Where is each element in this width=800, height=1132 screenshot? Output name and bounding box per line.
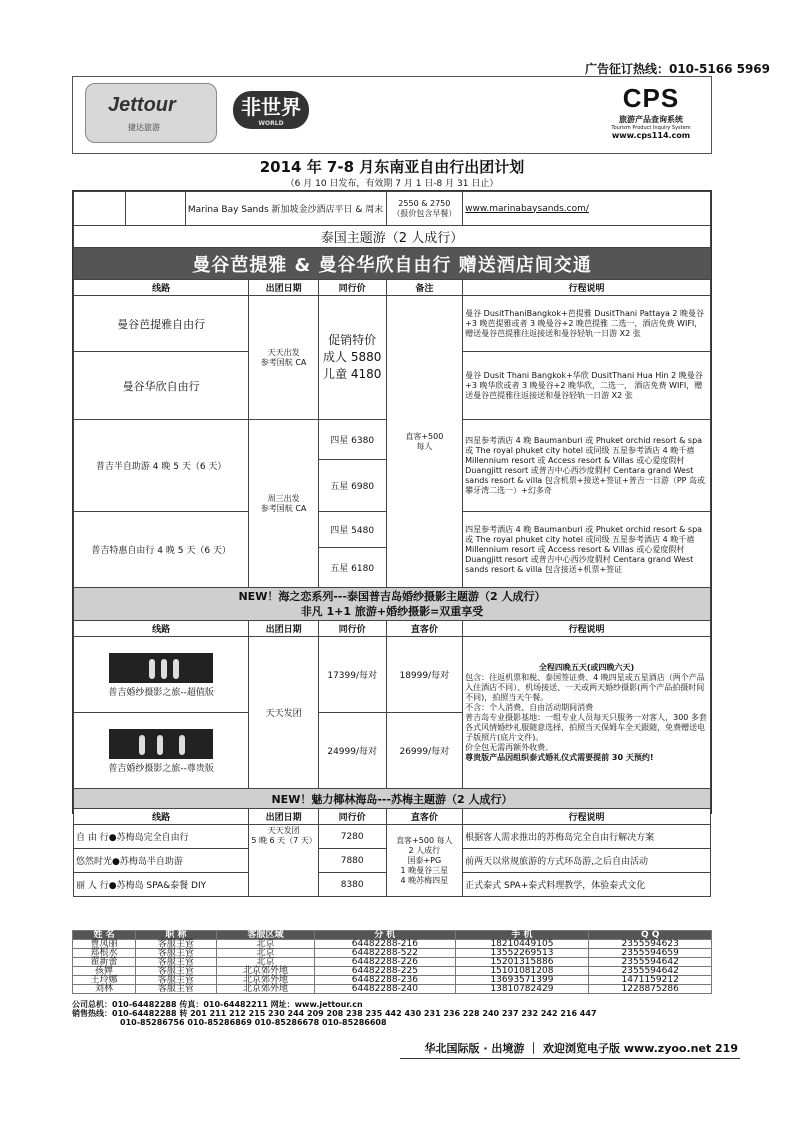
table-cell: 北京 [216,958,314,967]
table-cell: 五星 6180 [318,548,386,588]
cps-logo: CPS 旅游产品查询系统 Tourism Product Inquiry System www.cps114.com [611,83,691,140]
table-cell: 丽 人 行●苏梅岛 SPA&泰餐 DIY [74,873,249,897]
table-cell: 15201315886 [455,958,589,967]
table-cell: 天天发团 [249,637,319,789]
table-cell: 分 机 [315,931,455,940]
table-cell: 26999/每对 [386,713,463,789]
table-cell: NEW！海之恋系列---泰国普吉岛婚纱摄影主题游（2 人成行） 非凡 1+1 旅游+婚纱摄影=双重享受 [74,588,711,621]
thai-banner: 曼谷芭提雅 & 曼谷华欣自由行 赠送酒店间交通 [74,248,711,280]
table-cell: 2355594659 [589,949,712,958]
table-cell: 曹凤丽 [73,940,136,949]
table-cell: 翟新蕾 [73,958,136,967]
table-cell: 7880 [318,849,386,873]
contacts-table [72,930,712,994]
marina-price: 2550 & 2750 （报价包含早餐） [386,192,463,226]
thai-row-pattaya [74,296,711,352]
table-cell: 客服主管 [136,976,217,985]
table-cell: 1228875286 [589,985,712,994]
table-cell: 出团日期 [249,621,319,637]
thai-desc-phuket-free: 四星参考酒店 4 晚 Baumanburi 或 Phuket orchid resort & spa 或 The royal phuket city hotel 或同级 五星参考酒店 4 晚千禧 Millennium resort 或 Access resort & Villas 或心爱度假村 Duangjitt resort 或普吉中心西沙度假村 Centara grand West sands resort & villa 包含接送+机票+签证 [463,512,711,588]
samui-note: 直客+500 每人 2 人成行 国泰+PG 1 晚曼谷三星 4 晚苏梅四星 [386,825,463,897]
table-cell: 客服区域 [216,931,314,940]
table-cell: 2355594642 [589,967,712,976]
table-cell: 四星 5480 [318,512,386,548]
table-cell: 18210449105 [455,940,589,949]
table-cell: 线路 [74,621,249,637]
table-cell: 自 由 行●苏梅岛完全自由行 [74,825,249,849]
table-cell: 15101081208 [455,967,589,976]
table-cell: 同行价 [318,809,386,825]
thai-note: 直客+500 每人 [386,296,463,588]
marina-name: Marina Bay Sands 新加坡金沙酒店平日 & 周末 [185,192,386,226]
table-cell: 悠然时光●苏梅岛半自助游 [74,849,249,873]
table-cell: 北京郊外地 [216,976,314,985]
table-cell: 郑根水 [73,949,136,958]
table-cell: 13552269513 [455,949,589,958]
thai-date-2: 周三出发 参考国航 CA [249,420,319,588]
table-cell: 王玲娜 [73,976,136,985]
table-cell: 线路 [74,280,249,296]
table-cell [74,192,126,226]
thai-desc-phuket-semi: 四星参考酒店 4 晚 Baumanburi 或 Phuket orchid resort & spa 或 The royal phuket city hotel 或同级 五星参考酒店 4 晚千禧 Millennium resort 或 Access resort & Villas 或心爱度假村 Duangjitt resort 或普吉中心西沙度假村 Centara grand West sands resort & villa 包含机票+接送+签证+普吉一日游（PP 岛或攀牙湾二选一）+幻多奇 [463,420,711,512]
table-cell: 13810782429 [455,985,589,994]
table-cell: 64482288-216 [315,940,455,949]
table-cell: 曼谷华欣自由行 [74,352,249,420]
header-logos [72,76,712,154]
thai-promo-price: 促销特价 成人 5880 儿童 4180 [318,296,386,420]
samui-header-row [74,809,711,825]
table-cell: 8380 [318,873,386,897]
table-cell: 行程说明 [463,621,711,637]
thai-desc-huahin: 曼谷 Dusit Thani Bangkok+华欣 DusitThani Hua Hin 2 晚曼谷+3 晚华欣或者 3 晚曼谷+2 晚华欣，二选一， 酒店免费 WIFI，赠送曼谷芭提雅往返接送和曼谷轻轨一日游 X2 张 [463,352,711,420]
table-cell: 四星 6380 [318,420,386,460]
wedding-header-row [74,621,711,637]
wedding-photo-1 [109,653,213,683]
table-cell: 直客价 [386,621,463,637]
itinerary-table [73,191,711,897]
table-cell: 客服主管 [136,940,217,949]
samui-section [74,789,711,809]
table-cell: 五星 6980 [318,460,386,512]
table-cell: 18999/每对 [386,637,463,713]
table-cell: 客服主管 [136,958,217,967]
wedding-photo-2 [109,729,213,759]
main-table-frame [72,190,712,891]
table-cell: 直客价 [386,809,463,825]
page-title: 2014 年 7-8 月东南亚自由行出团计划 [259,158,525,176]
footer-divider [400,1058,740,1059]
company-footer: 公司总机：010-64482288 传真：010-64482211 网址：www.jettour.cn 销售热线：010-64482288 转 201 211 212 215 230 244 209 208 238 235 442 430 231 236 228 240 237 232 242 216 447 010-85286756 010-85286869 010-85286678 010-85286608 [72,1000,597,1027]
table-cell: 出团日期 [249,809,319,825]
table-cell: 曼谷芭提雅自由行 [74,296,249,352]
thai-section-title: 泰国主题游（2 人成行） [74,226,711,248]
samui-row-1 [74,825,711,849]
table-cell: 64482288-236 [315,976,455,985]
table-cell: 刘林 [73,985,136,994]
table-cell: 北京 [216,949,314,958]
table-cell: 17399/每对 [318,637,386,713]
table-cell: 正式泰式 SPA+泰式料理教学，体验泰式文化 [463,873,711,897]
table-cell: 行程说明 [463,809,711,825]
jettour-logo: Jettour 捷达旅游 [85,83,217,143]
thai-date-1: 天天出发 参考国航 CA [249,296,319,420]
marina-row [74,192,711,226]
contact-row [73,985,712,994]
table-cell: 64482288-226 [315,958,455,967]
page-footer: 华北国际版 · 出境游 ｜ 欢迎浏览电子版 www.zyoo.net 219 [424,1042,738,1055]
wedding-section [74,588,711,621]
table-cell: 普吉半自助游 4 晚 5 天（6 天） [74,420,249,512]
table-cell: 根据客人需求推出的苏梅岛完全自由行解决方案 [463,825,711,849]
table-cell: Q Q [589,931,712,940]
table-cell: 同行价 [318,280,386,296]
table-cell: 前两天以常规旅游的方式环岛游,之后自由活动 [463,849,711,873]
wedding-desc: 全程四晚五天(或四晚六天) 包含：往返机票和税、泰国签证费、4 晚四星或五星酒店（两个产品入住酒店不同）、机场接送、一天或两天婚纱摄影(两个产品拍摄时间不同)，拍照当天午餐。 不含：个人消费、自由活动期间消费 普吉岛专业摄影基地：一组专业人员每天只服务一对客人，300 多套各式风情婚纱礼服随意选择，拍照当天保姆车全天跟随，免费赠送电子版照片(底片文件)。 价全包无需再额外收费。 尊贵版产品因组织泰式婚礼仪式需要提前 30 天预约! [463,637,711,789]
table-cell: 北京郊外地 [216,967,314,976]
table-cell: 行程说明 [463,280,711,296]
table-cell: 孩婵 [73,967,136,976]
table-cell: 手 机 [455,931,589,940]
table-cell: 13693571399 [455,976,589,985]
table-cell: 2355594623 [589,940,712,949]
table-cell: 职 称 [136,931,217,940]
table-cell: 出团日期 [249,280,319,296]
feishijie-logo: 非世界 WORLD [233,91,309,129]
wedding-premium: 普吉婚纱摄影之旅--尊贵版 [74,713,249,789]
table-cell: 64482288-522 [315,949,455,958]
thai-desc-pattaya: 曼谷 DusitThaniBangkok+芭提雅 DusitThani Pattaya 2 晚曼谷+3 晚芭提雅或者 3 晚曼谷+2 晚芭提雅 二选一，酒店免费 WIFI，赠送曼谷芭提雅往返接送和曼谷轻轨一日游 X2 张 [463,296,711,352]
table-cell: 北京郊外地 [216,985,314,994]
thai-header-row [74,280,711,296]
table-cell: 备注 [386,280,463,296]
ad-hotline: 广告征订热线：010-5166 5969 [584,62,770,76]
table-cell: 64482288-225 [315,967,455,976]
table-cell [125,192,185,226]
table-cell: 同行价 [318,621,386,637]
table-cell: 普吉特惠自由行 4 晚 5 天（6 天） [74,512,249,588]
table-cell: 客服主管 [136,967,217,976]
table-cell: 线路 [74,809,249,825]
table-cell: 北京 [216,940,314,949]
table-cell: 2355594642 [589,958,712,967]
table-cell: 24999/每对 [318,713,386,789]
table-cell: 1471159212 [589,976,712,985]
wedding-value: 普吉婚纱摄影之旅--超值版 [74,637,249,713]
table-cell: 客服主管 [136,949,217,958]
table-cell: 64482288-240 [315,985,455,994]
table-cell: 7280 [318,825,386,849]
wedding-row-value [74,637,711,713]
table-cell: NEW！魅力椰林海岛---苏梅主题游（2 人成行） [74,789,711,809]
marina-url[interactable]: www.marinabaysands.com/ [463,192,711,226]
page-subtitle: （6 月 10 日发布，有效期 7 月 1 日-8 月 31 日止） [285,179,499,189]
table-cell: 姓 名 [73,931,136,940]
table-cell: 客服主管 [136,985,217,994]
samui-date: 天天发团 5 晚 6 天（7 天） [249,825,319,897]
